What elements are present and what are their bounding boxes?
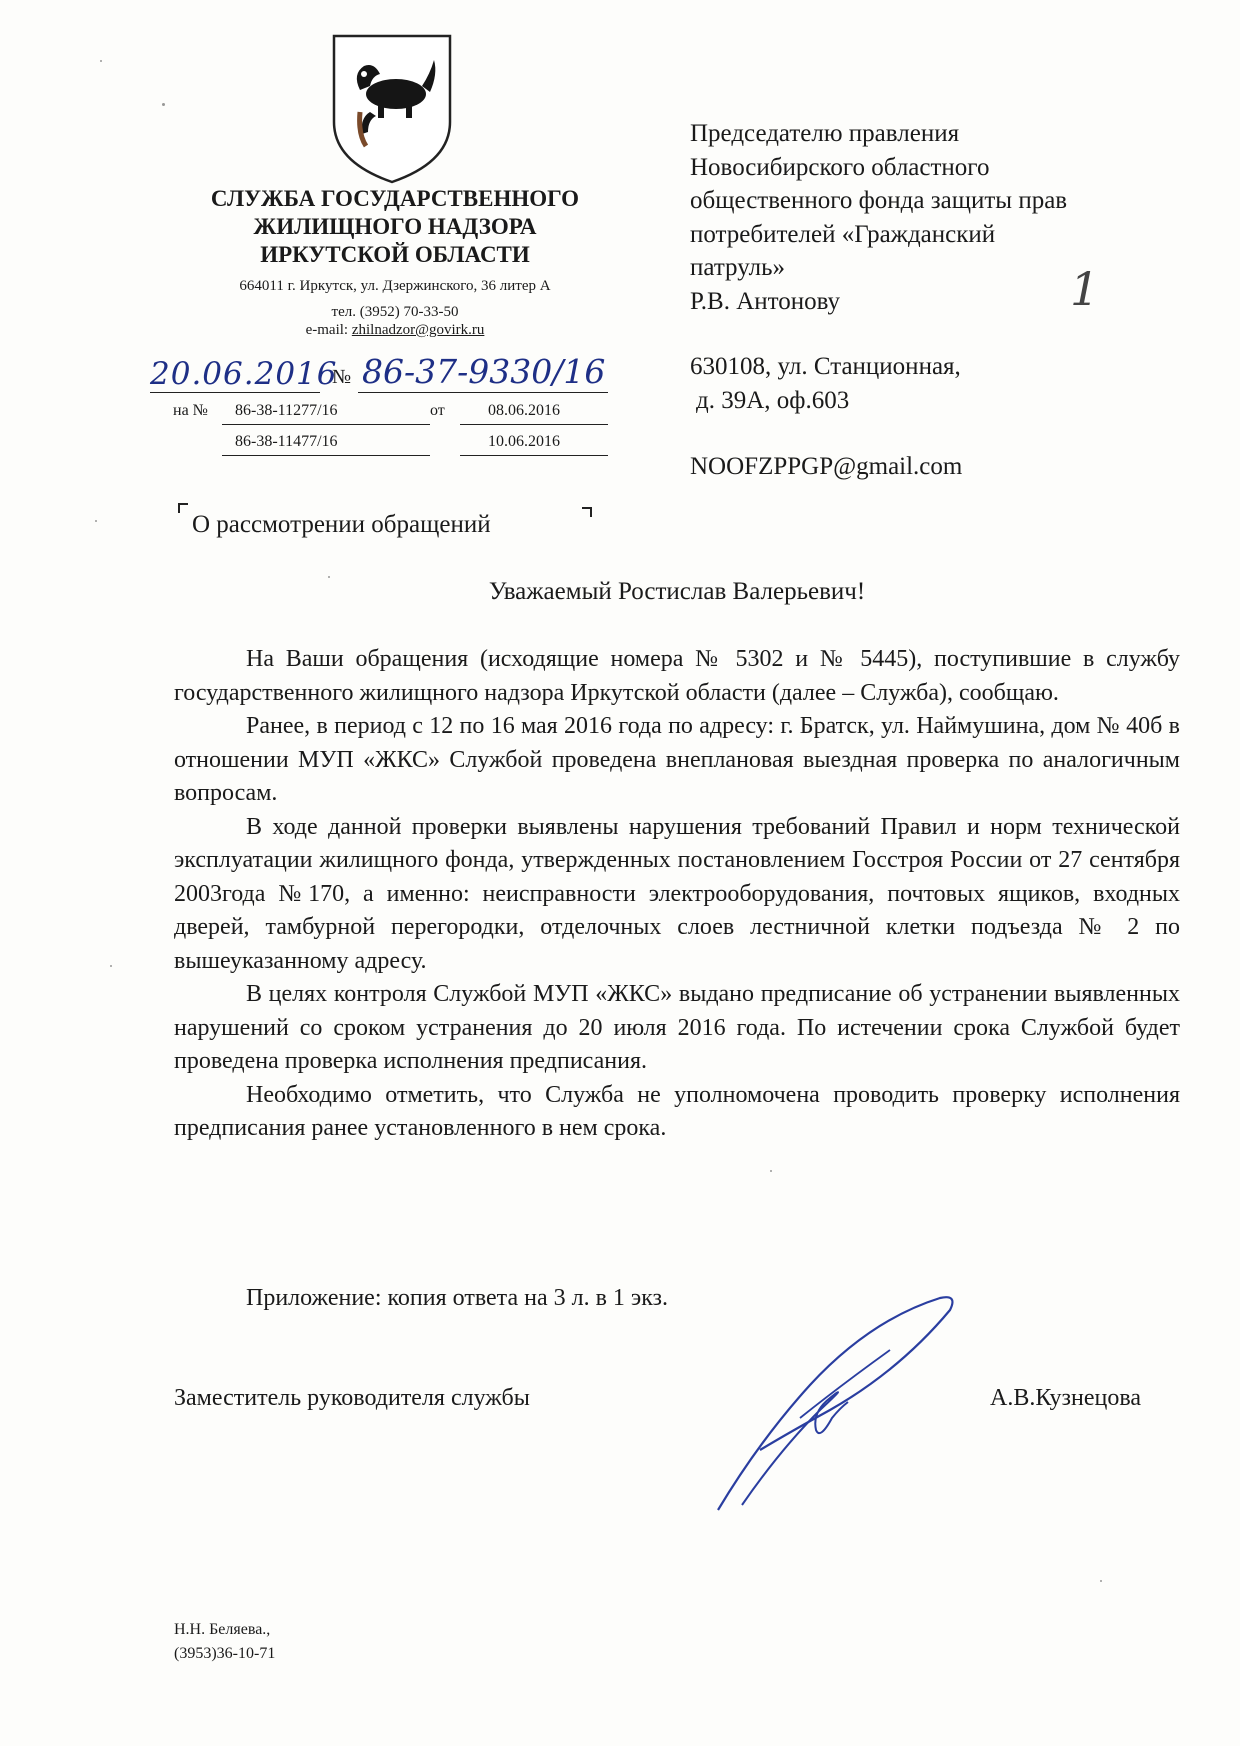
subject-bracket-right bbox=[582, 507, 592, 517]
org-name-line3: ИРКУТСКОЙ ОБЛАСТИ bbox=[260, 242, 530, 267]
email-label: e-mail: bbox=[305, 322, 349, 338]
signatory-name: А.В.Кузнецова bbox=[990, 1385, 1142, 1411]
recipient-line: общественного фонда защиты прав bbox=[690, 187, 1068, 214]
executor-phone: (3953)36-10-71 bbox=[174, 1645, 276, 1662]
email-link[interactable]: zhilnadzor@govirk.ru bbox=[351, 322, 485, 338]
handwritten-mark: 1 bbox=[1070, 262, 1100, 316]
coat-of-arms-emblem bbox=[330, 34, 454, 184]
org-name-line1: СЛУЖБА ГОСУДАРСТВЕННОГО bbox=[210, 186, 580, 211]
reference-from-label: от bbox=[430, 402, 445, 419]
registration-number-sign: № bbox=[332, 366, 352, 388]
recipient-line: потребителей «Гражданский bbox=[690, 220, 996, 248]
recipient-line: Р.В. Антонову bbox=[690, 287, 841, 315]
recipient-block bbox=[690, 117, 1210, 318]
recipient-line: Новосибирского областного bbox=[690, 153, 990, 181]
handwritten-signature bbox=[700, 1290, 970, 1520]
recipient-line: патруль» bbox=[690, 254, 786, 281]
registration-date: 20.06.2016 bbox=[150, 356, 338, 392]
recipient-address-line1: 630108, ул. Станционная, bbox=[690, 353, 961, 380]
body-paragraph: На Ваши обращения (исходящие номера № 5302 и № 5445), поступившие в службу государственного жилищного надзора Иркутской области (далее – Служба), сообщаю. bbox=[174, 646, 1180, 706]
registration-number: 86-37-9330/16 bbox=[362, 352, 606, 391]
reference-date-2: 10.06.2016 bbox=[488, 433, 560, 450]
reference-number-2: 86-38-11477/16 bbox=[235, 433, 338, 450]
org-address: 664011 г. Иркутск, ул. Дзержинского, 36 литер А bbox=[239, 278, 551, 294]
letter-body bbox=[174, 643, 1180, 1146]
body-paragraph: В целях контроля Службой МУП «ЖКС» выдано предписание об устранении выявленных нарушений со сроком устранения до 20 июля 2016 года. По истечении срока Службой будет проведена проверка исполнения предписания. bbox=[174, 981, 1180, 1074]
body-paragraph: Ранее, в период с 12 по 16 мая 2016 года по адресу: г. Братск, ул. Наймушина, дом № 40б в отношении МУП «ЖКС» Службой проведена внеплановая выездная проверка по аналогичным вопросам. bbox=[174, 713, 1180, 806]
org-phone: тел. (3952) 70-33-50 bbox=[331, 304, 459, 320]
reference-date-1: 08.06.2016 bbox=[488, 402, 560, 419]
recipient-email[interactable]: NOOFZPPGP@gmail.com bbox=[690, 453, 963, 480]
signature-position: Заместитель руководителя службы bbox=[174, 1385, 530, 1411]
attachment-note: Приложение: копия ответа на 3 л. в 1 экз. bbox=[246, 1285, 669, 1311]
salutation: Уважаемый Ростислав Валерьевич! bbox=[488, 578, 866, 605]
reference-number-1: 86-38-11277/16 bbox=[235, 402, 338, 419]
org-email bbox=[155, 320, 635, 340]
executor-name: Н.Н. Беляева., bbox=[174, 1621, 271, 1638]
org-name-line2: ЖИЛИЩНОГО НАДЗОРА bbox=[253, 214, 537, 239]
subject-bracket-left bbox=[178, 503, 188, 513]
recipient-address-line2: д. 39А, оф.603 bbox=[696, 387, 850, 414]
subject-line: О рассмотрении обращений bbox=[192, 511, 491, 538]
reference-label: на № bbox=[173, 402, 208, 419]
body-paragraph: В ходе данной проверки выявлены нарушения требований Правил и норм технической эксплуатации жилищного фонда, утвержденных постановлением Госстроя России от 27 сентября 2003года №170, а именно: неисправности электрооборудования, почтовых ящиков, входных дверей, тамбурной перегородки, отделочных слоев лестничной клетки подъезда № 2 по вышеуказанному адресу. bbox=[174, 813, 1180, 974]
body-paragraph: Необходимо отметить, что Служба не уполномочена проводить проверку исполнения предписания ранее установленного в нем срока. bbox=[174, 1081, 1180, 1141]
recipient-line: Председателю правления bbox=[690, 120, 960, 147]
